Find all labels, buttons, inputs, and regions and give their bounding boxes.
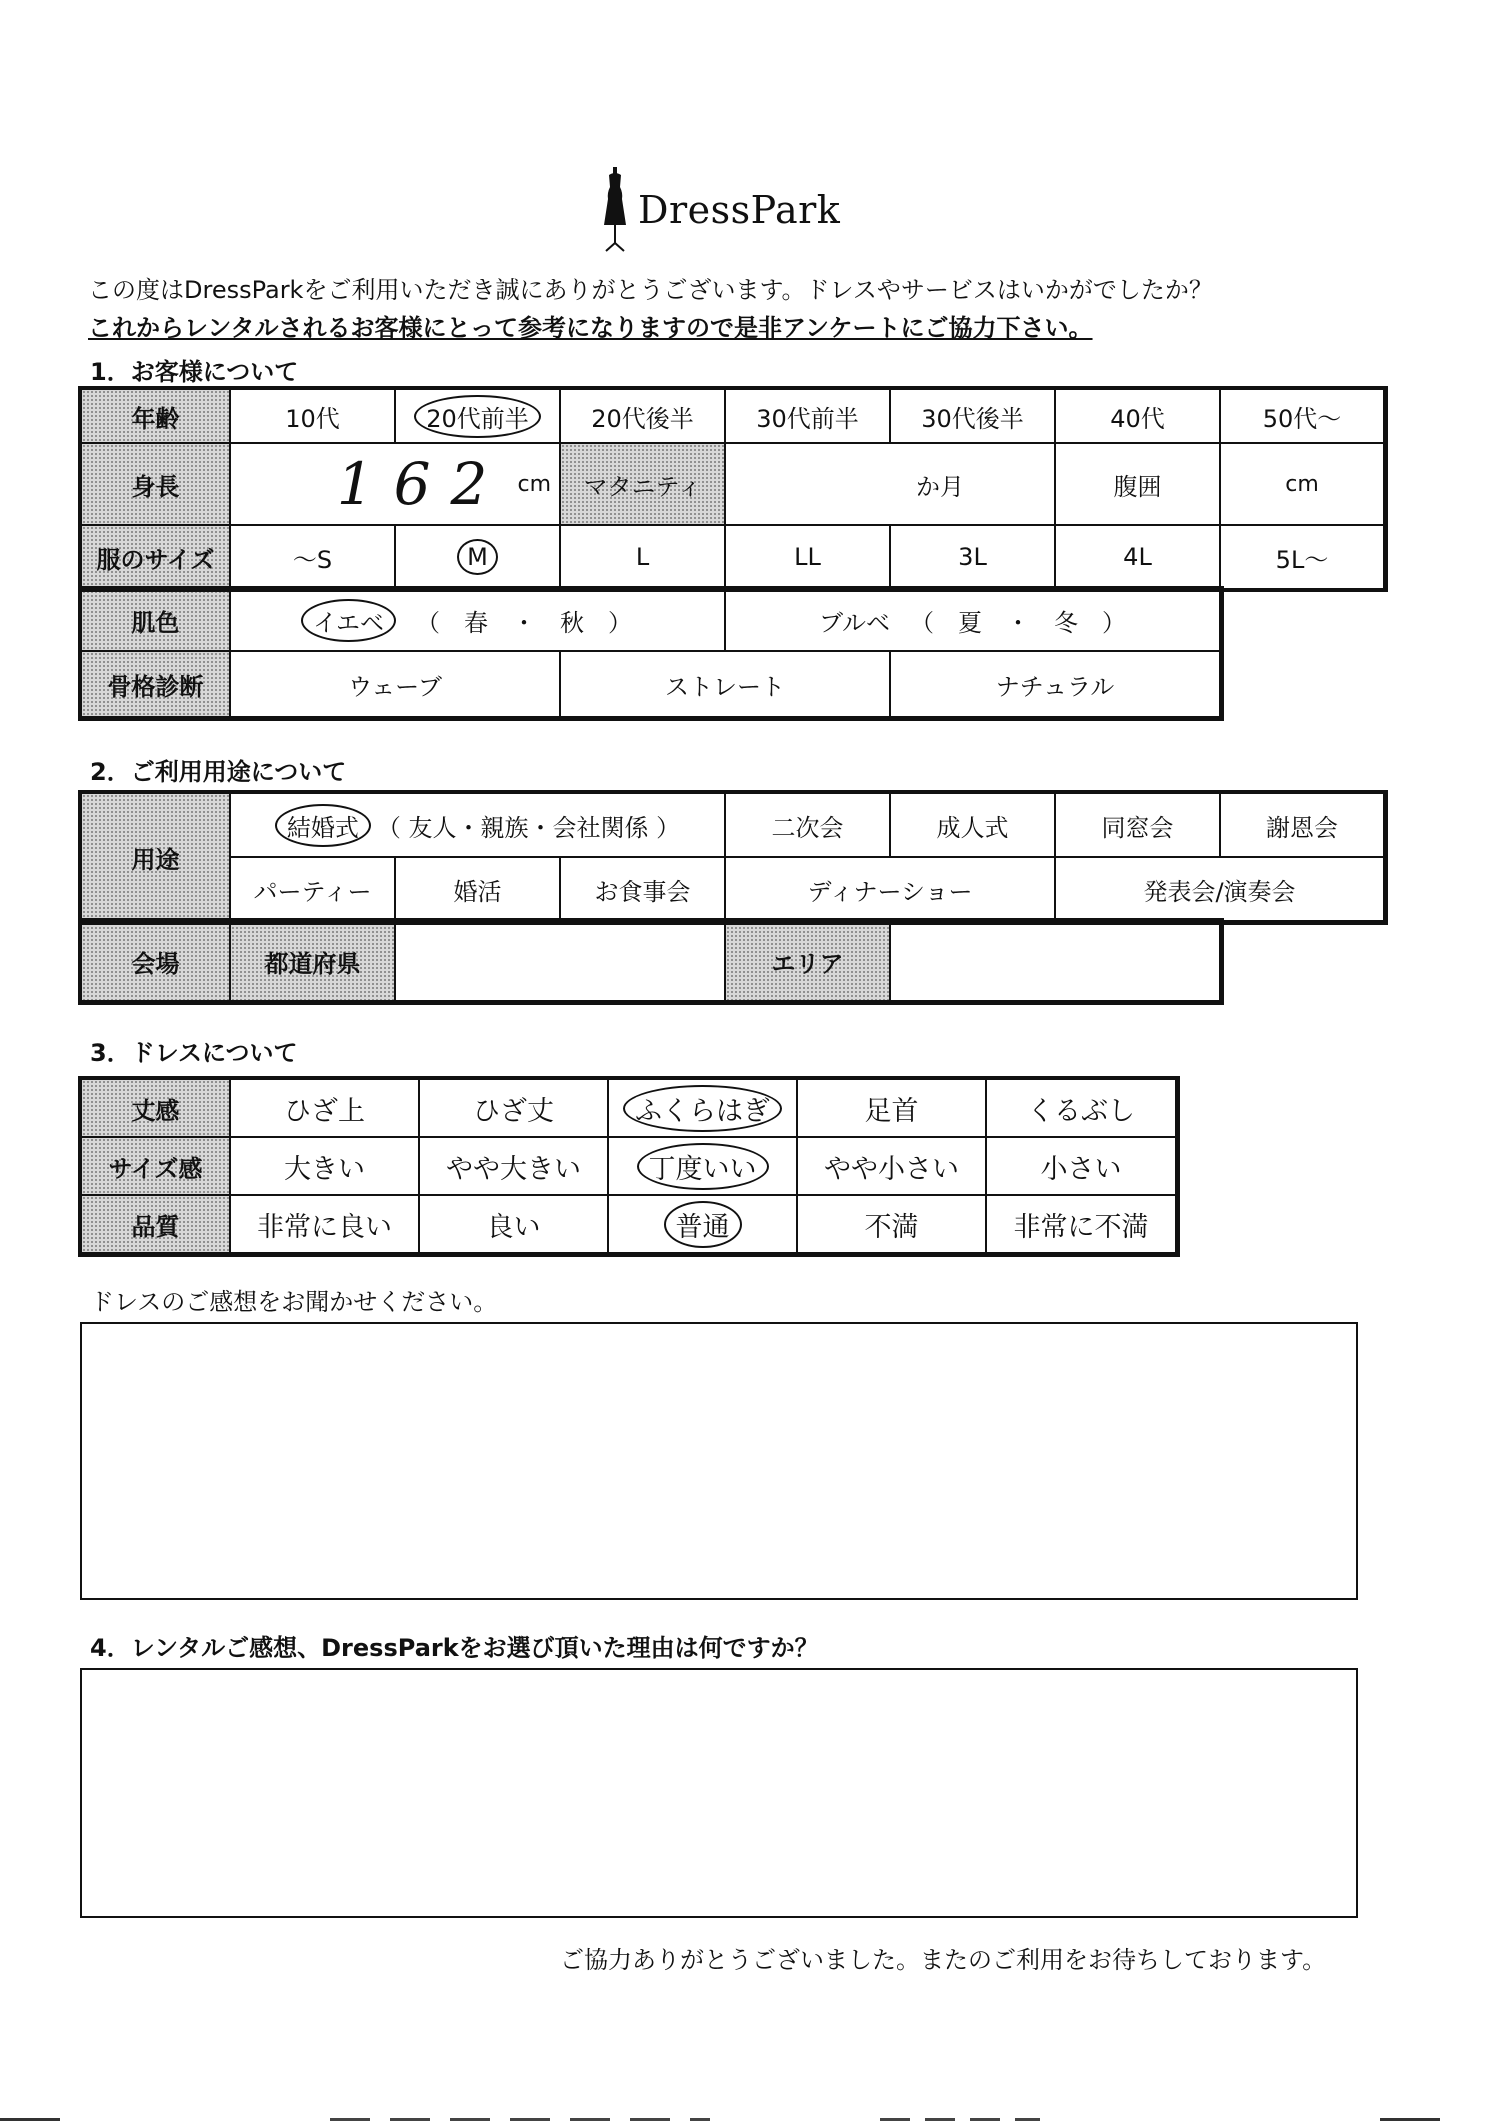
selection-circle: 丁度いい <box>637 1143 769 1190</box>
bone-option[interactable]: ウェーブ <box>229 650 561 718</box>
purpose-option[interactable]: パーティー <box>229 856 396 922</box>
age-label: 年齢 <box>80 388 231 444</box>
length-option[interactable]: ひざ丈 <box>418 1078 609 1138</box>
size-option[interactable]: 5L～ <box>1219 524 1385 590</box>
bone-label: 骨格診断 <box>80 650 231 718</box>
section4-title: 4．レンタルご感想、DressParkをお選び頂いた理由は何ですか？ <box>90 1634 819 1662</box>
thanks-text: ご協力ありがとうございました。またのご利用をお待ちしております。 <box>560 1946 1327 1974</box>
dress-form-icon <box>600 165 630 255</box>
size-option[interactable]: L <box>559 524 726 590</box>
blue-seasons: （ 夏 ・ 冬 ） <box>910 608 1127 637</box>
size-label: 服のサイズ <box>80 524 231 590</box>
purpose-option[interactable]: 謝恩会 <box>1219 792 1385 858</box>
bone-option[interactable]: ストレート <box>559 650 891 718</box>
scan-mark <box>880 2118 1040 2121</box>
purpose-label: 用途 <box>80 792 231 922</box>
selection-circle: 20代前半 <box>414 395 541 438</box>
maternity-months-field[interactable] <box>724 442 1056 526</box>
yellow-seasons: （ 春 ・ 秋 ） <box>416 608 633 637</box>
reason-box[interactable] <box>80 1668 1358 1918</box>
purpose-option[interactable]: お食事会 <box>559 856 726 922</box>
months-label: か月 <box>916 472 964 501</box>
section2-title: 2．ご利用用途について <box>90 758 347 786</box>
fit-option-selected[interactable] <box>607 1136 798 1196</box>
quality-label: 品質 <box>80 1194 231 1254</box>
length-option[interactable]: ひざ上 <box>229 1078 420 1138</box>
section1-title: 1．お客様について <box>90 358 299 386</box>
waist-label: 腹囲 <box>1054 442 1221 526</box>
age-option[interactable]: 20代後半 <box>559 388 726 444</box>
purpose-option[interactable]: 発表会/演奏会 <box>1054 856 1385 922</box>
dress-comment-label: ドレスのご感想をお聞かせください。 <box>90 1288 498 1316</box>
selection-circle: ふくらはぎ <box>623 1085 782 1132</box>
purpose-option[interactable]: 婚活 <box>394 856 561 922</box>
section3-title: 3．ドレスについて <box>90 1039 298 1067</box>
height-field[interactable] <box>229 442 561 526</box>
brand-logo <box>600 165 840 255</box>
fit-option[interactable]: やや大きい <box>418 1136 609 1196</box>
venue-label: 会場 <box>80 920 231 1002</box>
wedding-option[interactable] <box>229 792 726 858</box>
age-option[interactable]: 30代前半 <box>724 388 891 444</box>
age-option[interactable]: 30代後半 <box>889 388 1056 444</box>
selection-circle: イエベ <box>301 599 396 642</box>
dress-comment-box[interactable] <box>80 1322 1358 1600</box>
selection-circle: M <box>457 539 498 575</box>
quality-option-selected[interactable] <box>607 1194 798 1254</box>
length-option[interactable]: 足首 <box>796 1078 987 1138</box>
height-unit: cm <box>517 471 551 497</box>
length-option[interactable]: くるぶし <box>985 1078 1177 1138</box>
area-field[interactable] <box>889 920 1221 1002</box>
prefecture-field[interactable] <box>394 920 726 1002</box>
size-option[interactable]: 3L <box>889 524 1056 590</box>
blue-label: ブルベ <box>818 608 891 637</box>
brand-name: DressPark <box>638 188 841 232</box>
age-option[interactable]: 50代～ <box>1219 388 1385 444</box>
height-value: 162 <box>336 450 508 518</box>
scan-mark <box>330 2118 710 2121</box>
length-label: 丈感 <box>80 1078 231 1138</box>
maternity-label: マタニティ <box>559 442 726 526</box>
size-option[interactable]: LL <box>724 524 891 590</box>
quality-option[interactable]: 不満 <box>796 1194 987 1254</box>
fit-label: サイズ感 <box>80 1136 231 1196</box>
wedding-detail: （ 友人・親族・会社関係 ） <box>376 813 681 842</box>
intro-text: この度はDressParkをご利用いただき誠にありがとうございます。ドレスやサービスはいかがでしたか？ <box>88 276 1213 304</box>
length-option-selected[interactable] <box>607 1078 798 1138</box>
fit-option[interactable]: やや小さい <box>796 1136 987 1196</box>
purpose-option[interactable]: 同窓会 <box>1054 792 1221 858</box>
skin-label: 肌色 <box>80 588 231 652</box>
selection-circle: 普通 <box>664 1201 742 1248</box>
age-option[interactable]: 40代 <box>1054 388 1221 444</box>
area-label: エリア <box>724 920 891 1002</box>
fit-option[interactable]: 小さい <box>985 1136 1177 1196</box>
age-option[interactable]: 10代 <box>229 388 396 444</box>
waist-field[interactable] <box>1219 442 1385 526</box>
selection-circle: 結婚式 <box>275 804 371 847</box>
purpose-option[interactable]: 二次会 <box>724 792 891 858</box>
scan-mark <box>0 2118 60 2121</box>
scan-mark <box>1380 2118 1440 2121</box>
bone-option[interactable]: ナチュラル <box>889 650 1221 718</box>
purpose-option[interactable]: ディナーショー <box>724 856 1056 922</box>
height-label: 身長 <box>80 442 231 526</box>
size-option[interactable]: 4L <box>1054 524 1221 590</box>
size-option-selected[interactable] <box>394 524 561 590</box>
age-option-selected[interactable] <box>394 388 561 444</box>
quality-option[interactable]: 非常に良い <box>229 1194 420 1254</box>
fit-option[interactable]: 大きい <box>229 1136 420 1196</box>
purpose-option[interactable]: 成人式 <box>889 792 1056 858</box>
size-option[interactable]: ～S <box>229 524 396 590</box>
prefecture-label: 都道府県 <box>229 920 396 1002</box>
waist-unit: cm <box>1285 471 1319 497</box>
quality-option[interactable]: 良い <box>418 1194 609 1254</box>
intro-request: これからレンタルされるお客様にとって参考になりますので是非アンケートにご協力下さい。 <box>88 314 1093 342</box>
skin-blue-option[interactable] <box>724 588 1221 652</box>
quality-option[interactable]: 非常に不満 <box>985 1194 1177 1254</box>
skin-yellow-option[interactable] <box>229 588 726 652</box>
